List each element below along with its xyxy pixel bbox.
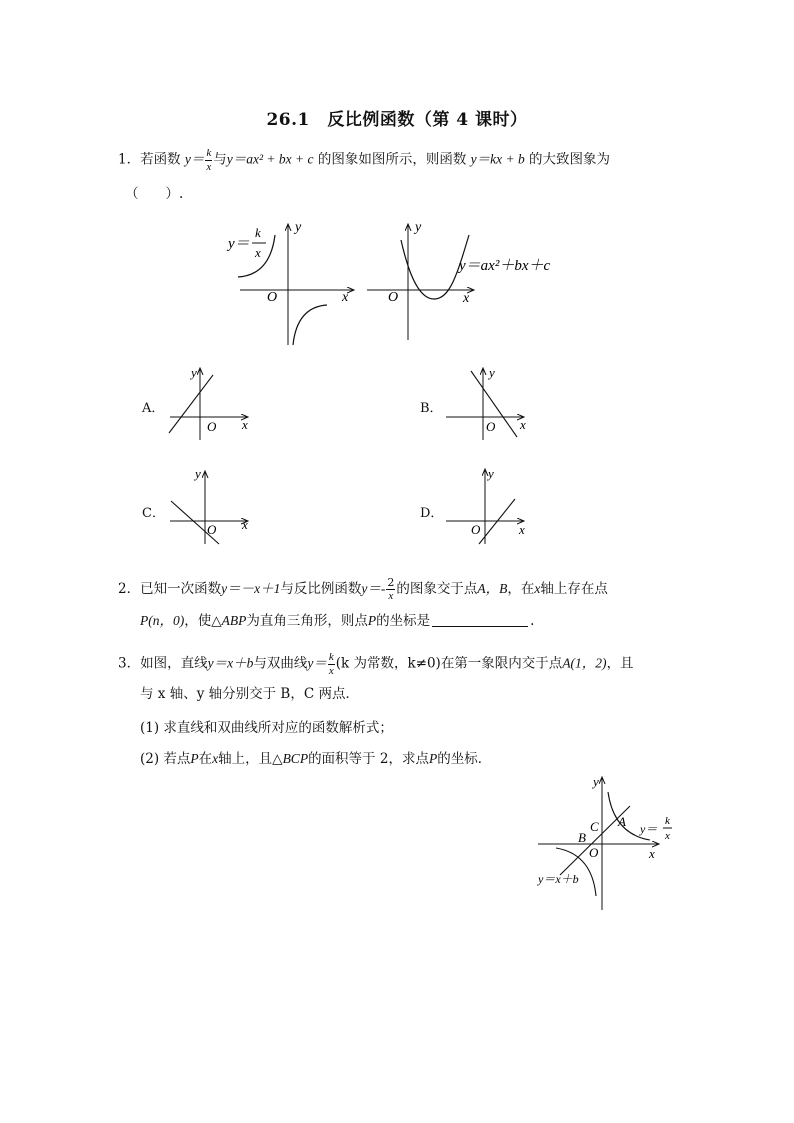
q1-end: 的大致图象为: [529, 151, 611, 168]
q3-text: 如图，直线: [140, 655, 208, 672]
q2-text: 的图象交于点: [396, 581, 478, 598]
question-2-number: 2．: [118, 581, 141, 598]
q3-text: ，且: [606, 655, 634, 672]
origin-label: O: [207, 522, 217, 537]
option-a-label[interactable]: A．: [142, 401, 165, 416]
q3-text: 在: [198, 751, 213, 767]
axis-label-y: y: [415, 220, 422, 235]
q1-mid: 与: [213, 151, 227, 168]
axis-label-x: x: [520, 417, 526, 432]
q1-middle: 的图象如图所示，则函数: [317, 151, 467, 168]
q3-text: 与双曲线: [253, 655, 308, 672]
axis-label-y: y: [593, 774, 599, 789]
question-1-text: 1．若函数 y＝ $\frac{k}{x}$ 与y＝ax² + bx + c 的图象如图所示，则函数 y＝kx + b 的大致图象为: [118, 147, 611, 173]
q2-text: 的坐标是: [376, 613, 431, 629]
q3-line-eq: y＝x＋b: [207, 655, 254, 671]
q3-hyp-eq: y＝: [307, 655, 327, 671]
q3-text: (k 为常数，k≠0): [335, 655, 441, 672]
answer-paren: （ ）.: [125, 186, 184, 202]
question-2-line-1: [118, 577, 608, 602]
line-equation: y＝x＋b: [538, 872, 579, 886]
question-2-line-2: [140, 614, 534, 629]
axis-label-y: y: [295, 220, 302, 235]
q2-end: .: [530, 613, 535, 629]
q1-linear: y＝kx + b: [470, 151, 525, 167]
q3-x: x: [212, 751, 219, 766]
frac-num: 2: [387, 576, 395, 589]
axis-label-y: y: [195, 466, 201, 481]
q3-triangle: BCP: [282, 751, 309, 766]
q1-quadratic: y＝ax² + bx + c: [226, 151, 314, 167]
frac-den: x: [328, 664, 334, 677]
q3-p: P: [190, 751, 199, 766]
point-a-label: A: [618, 814, 626, 829]
q1-given-graphs: [225, 215, 585, 355]
q1-prefix: 若函数: [140, 151, 181, 168]
point-b-label: B: [578, 830, 586, 845]
q3-text: 的坐标．: [437, 751, 492, 767]
hyperbola-eq-num: k: [665, 815, 670, 827]
q2-x: x: [534, 581, 541, 597]
q2-inverse-eq: y＝-: [361, 581, 386, 597]
page-title: 26.1 反比例函数（第 4 课时）: [266, 110, 528, 130]
q3-p: P: [428, 751, 438, 766]
q2-text: 为直角三角形，则点: [246, 613, 368, 629]
axis-label-x: x: [519, 522, 525, 537]
hyperbola-graph: [226, 220, 353, 345]
frac-den: x: [388, 589, 394, 602]
q2-point-p: P(n，0): [140, 613, 185, 628]
question-3-sub-2: [140, 752, 491, 767]
origin-label: O: [486, 419, 496, 434]
frac-num: k: [206, 147, 212, 159]
option-d-label[interactable]: D．: [420, 506, 444, 521]
hyperbola-eq-y: y＝: [640, 822, 658, 836]
option-b-label[interactable]: B．: [420, 401, 443, 416]
origin-label: O: [267, 290, 278, 305]
axis-label-y: y: [191, 365, 197, 380]
q3-text: 的面积等于 2，求点: [308, 751, 429, 767]
q2-triangle: ABP: [221, 613, 247, 628]
q2-text: 轴上存在点: [540, 581, 608, 598]
hyperbola-eq-num: k: [255, 225, 261, 240]
question-3-number: 3．: [118, 655, 141, 672]
option-c-label[interactable]: C．: [142, 506, 165, 521]
q2-p: P: [367, 613, 377, 628]
origin-label: O: [388, 290, 399, 305]
q3-point-a: A(1，2): [562, 655, 607, 671]
question-3-sub-1: (1) 求直线和双曲线所对应的函数解析式；: [140, 720, 393, 736]
frac-num: k: [328, 651, 334, 663]
option-d-graph[interactable]: [443, 466, 533, 546]
option-b-graph[interactable]: [443, 365, 533, 440]
q3-text: (2) 若点: [140, 751, 191, 767]
axis-label-y: y: [489, 365, 495, 380]
origin-label: O: [207, 419, 217, 434]
axis-label-x: x: [463, 291, 470, 306]
answer-blank[interactable]: [432, 625, 528, 627]
point-c-label: C: [590, 819, 599, 834]
axis-label-x: x: [342, 290, 349, 305]
q2-linear-eq: y＝－x＋1: [221, 581, 281, 597]
question-3-line-2: 与 x 轴、y 轴分别交于 B，C 两点．: [140, 686, 359, 702]
hyperbola-eq-den: x: [255, 245, 261, 260]
q3-text: 在第一象限内交于点: [440, 655, 563, 672]
axis-label-x: x: [242, 417, 248, 432]
origin-label: O: [471, 522, 481, 537]
q2-points: A，B: [477, 581, 508, 597]
q2-text: ，在: [507, 581, 535, 598]
axis-label-x: x: [649, 846, 655, 861]
q3-figure: [530, 772, 680, 912]
option-c-graph[interactable]: [165, 466, 255, 546]
option-a-graph[interactable]: [165, 365, 255, 440]
hyperbola-eq-den: x: [665, 830, 670, 842]
question-3-line-1: [118, 651, 634, 677]
axis-label-y: y: [488, 466, 494, 481]
fraction-k-over-x: [205, 147, 212, 173]
q3-text: 轴上，且△: [218, 751, 283, 767]
parabola-equation: y＝ax²＋bx＋c: [459, 258, 551, 274]
q2-text: 与反比例函数: [280, 581, 362, 598]
question-1-number: 1．: [118, 151, 141, 168]
origin-label: O: [589, 845, 599, 860]
q2-text: ，使△: [184, 613, 222, 629]
hyperbola-eq-y: y＝: [228, 236, 250, 252]
axis-label-x: x: [242, 517, 248, 532]
frac-den: x: [206, 160, 212, 173]
fraction-2-over-x: [386, 577, 395, 602]
parabola-graph: [367, 220, 550, 340]
q2-text: 已知一次函数: [140, 581, 222, 598]
fraction-k-over-x: [328, 651, 335, 677]
